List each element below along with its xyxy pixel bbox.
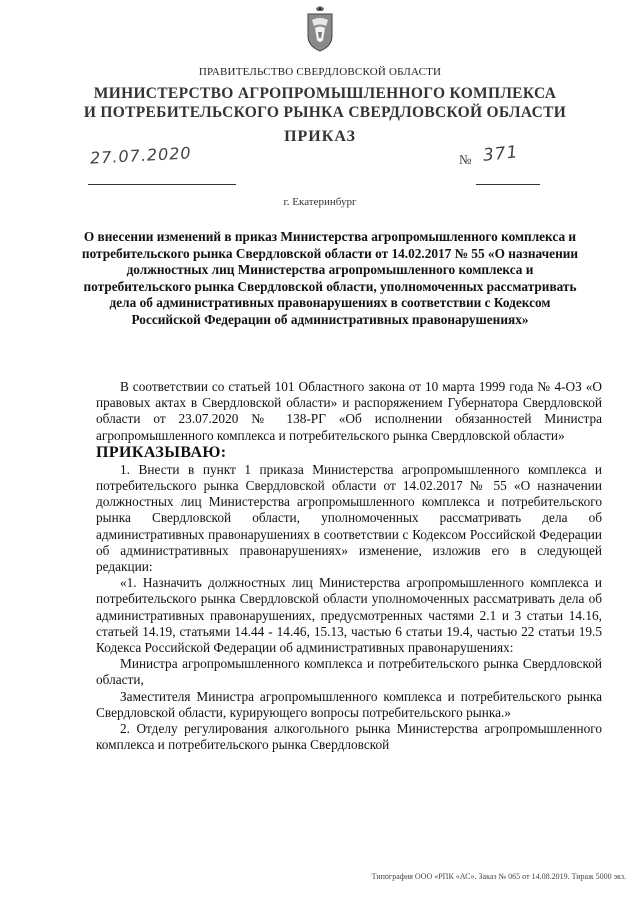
number-label: № [459, 152, 472, 167]
item-2-paragraph: 2. Отделу регулирования алкогольного рынка Министерства агропромышленного комплекса и потребительского рынка Свердловской [96, 721, 602, 753]
document-subject: О внесении изменений в приказ Министерства агропромышленного комплекса и потребительского рынка Свердловской области от 14.02.2017 № 55 «О назначении должностных лиц Министерства агропромышленного комплекса и потребительского рынка Свердловской области, уполномоченных рассматривать дела об административных правонарушениях в соответствии с Кодексом Российской Федерации об административных правонарушениях» [81, 229, 579, 327]
decree-heading: ПРИКАЗЫВАЮ: [96, 443, 227, 461]
quote-paragraph-1: «1. Назначить должностных лиц Министерства агропромышленного комплекса и потребительского рынка Свердловской области уполномоченных рассматривать дела об административных правонарушениях, предусмотренных частями 2.1 и 3 статьи 14.16, статьей 14.19, статьями 14.44 - 14.46, 15.13, частью 6 статьи 19.4, частью 22 статьи 19.5 Кодекса Российской Федерации об административных правонарушениях: [96, 575, 602, 656]
quote-paragraph-2: Министра агропромышленного комплекса и потребительского рынка Свердловской области, [96, 656, 602, 688]
preamble-paragraph: В соответствии со статьей 101 Областного закона от 10 марта 1999 года № 4-ОЗ «О правовых актах в Свердловской области» и распоряжением Губернатора Свердловской области от 23.07.2020 № 138-РГ «Об исполнении обязанностей Министра агропромышленного комплекса и потребительского рынка Свердловской области» [96, 379, 602, 443]
handwritten-number: 371 [482, 142, 520, 166]
ministry-name-line1: МИНИСТЕРСТВО АГРОПРОМЫШЛЕННОГО КОМПЛЕКСА [93, 85, 557, 102]
document-body [96, 379, 602, 753]
document-type: ПРИКАЗ [284, 128, 356, 145]
government-header: ПРАВИТЕЛЬСТВО СВЕРДЛОВСКОЙ ОБЛАСТИ [198, 66, 442, 78]
city-line: г. Екатеринбург [283, 196, 357, 208]
handwritten-date: 27.07.2020 [89, 143, 193, 168]
print-footer: Типография ООО «РПК «АС». Заказ № 065 от 14.08.2019. Тираж 5000 экз. [371, 872, 626, 881]
number-underline [476, 166, 540, 185]
date-underline [88, 166, 236, 185]
ministry-name-line2: И ПОТРЕБИТЕЛЬСКОГО РЫНКА СВЕРДЛОВСКОЙ ОБЛАСТИ [83, 104, 567, 121]
ministry-name [60, 84, 590, 122]
quote-paragraph-3: Заместителя Министра агропромышленного комплекса и потребительского рынка Свердловской области, курирующего вопросы потребительского рынка.» [96, 688, 602, 720]
item-1-paragraph: 1. Внести в пункт 1 приказа Министерства агропромышленного комплекса и потребительского рынка Свердловской области от 14.02.2017 № 55 «О назначении должностных лиц Министерства агропромышленного комплекса и потребительского рынка Свердловской области, уполномоченных рассматривать дела об административных правонарушениях в соответствии с Кодексом Российской Федерации об административных правонарушениях» изменение, изложив его в следующей редакции: [96, 461, 602, 575]
coat-of-arms-icon [304, 6, 336, 52]
